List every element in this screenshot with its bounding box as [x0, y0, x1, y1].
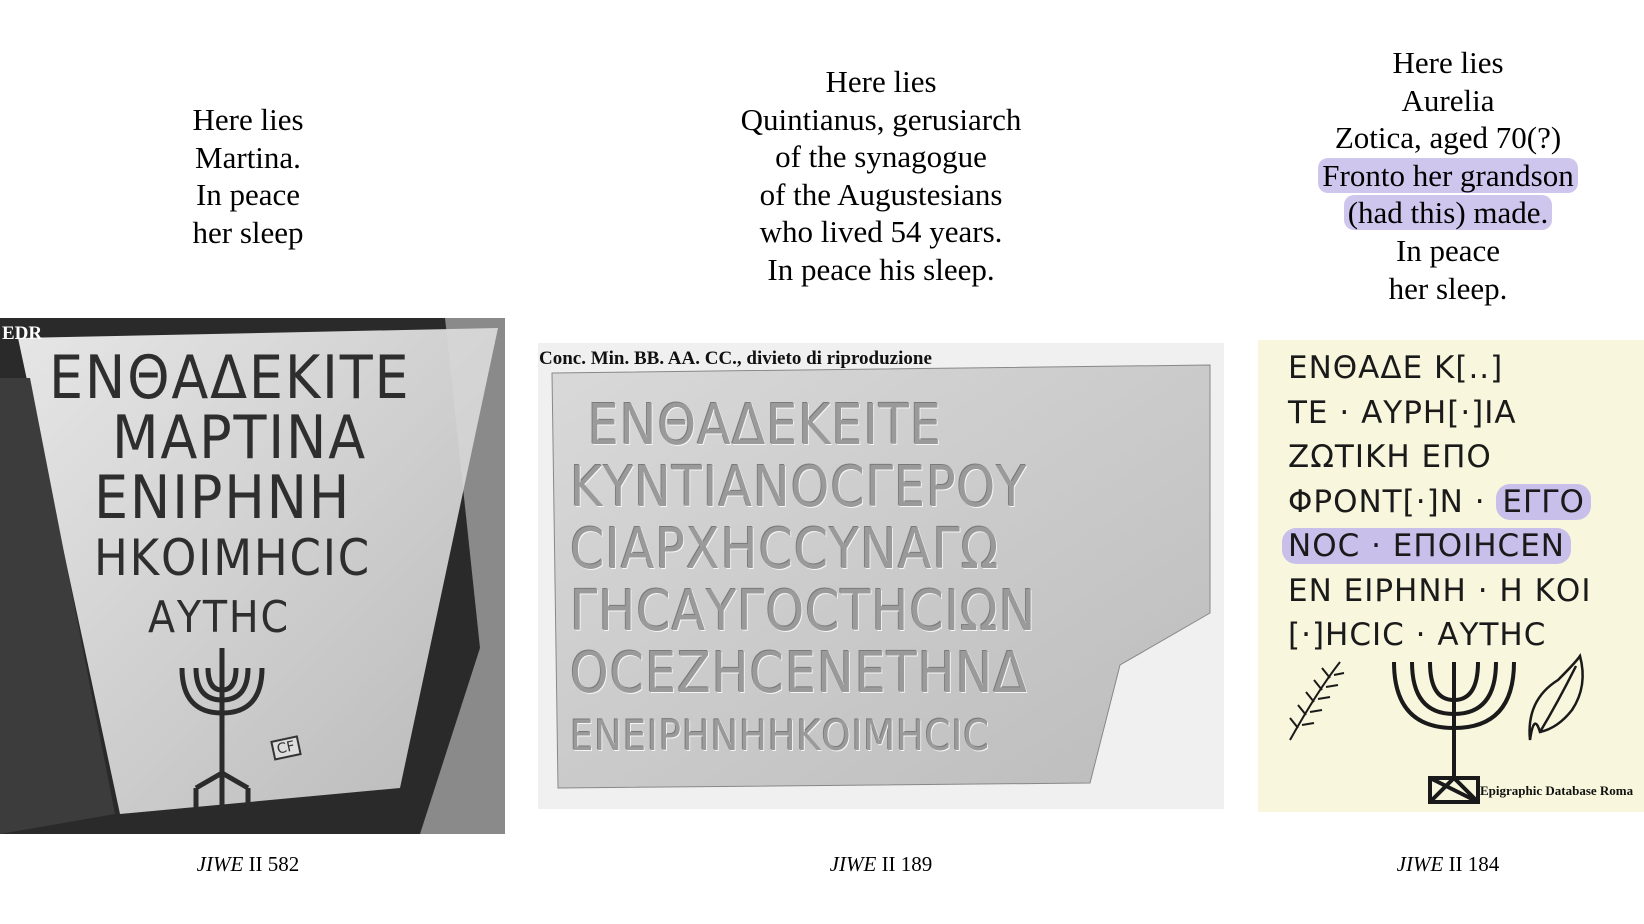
caption-text: II 184 [1443, 852, 1500, 876]
inscription-line: ΓΗCΑΥΓΟCΤΗCΙΩΝ [570, 579, 1037, 644]
translation-line: who lived 54 years. [759, 214, 1003, 250]
translation-2 [538, 63, 1224, 289]
drawing-watermark: Epigraphic Database Roma [1480, 783, 1634, 798]
inscription-text: ΦΡΟΝΤ[·]Ν · [1288, 483, 1497, 520]
inscription-line: ΕΝΙΡΗΝΗ [94, 463, 352, 533]
translation-line: her sleep [192, 214, 304, 250]
translation-line [1258, 157, 1638, 195]
menorah-icon [1394, 662, 1514, 802]
panel-3 [1258, 0, 1644, 924]
inscription-line: ΕΝΘΑΔΕΚΕΙΤΕ [587, 393, 942, 458]
highlighted-greek: ΕΓΓΟ [1496, 484, 1591, 520]
translation-line: Here lies [1392, 45, 1504, 80]
caption-text: II 189 [876, 852, 933, 876]
ivy-leaf-icon [1530, 656, 1583, 740]
inscription-line: ΜΑΡΤΙΝΑ [112, 403, 367, 473]
translation-line: In peace his sleep. [767, 251, 995, 287]
highlighted-greek: ΝΟC · ΕΠΟΙΗCΕΝ [1282, 528, 1571, 564]
caption-1 [0, 852, 496, 877]
photo-watermark: Conc. Min. BB. AA. CC., divieto di riproduzione [539, 348, 932, 369]
highlighted-text: (had this) made. [1344, 195, 1553, 230]
palm-branch-icon [1290, 662, 1344, 740]
caption-2 [538, 852, 1224, 877]
inscription-line: CΙΑΡΧΗCCΥΝΑΓΩ [570, 517, 1000, 582]
inscription-line: ΕΝΘΑΔΕ Κ[..] [1288, 350, 1504, 386]
caption-italic: JIWE [196, 852, 244, 876]
translation-1 [0, 101, 496, 251]
translation-line: of the synagogue [775, 139, 987, 175]
inscription-line: ΗΚΟΙΜΗCIC [94, 529, 372, 587]
caption-text: II 582 [243, 852, 300, 876]
inscription-photo-1 [0, 318, 505, 834]
inscription-line: ΑΥΤΗC [148, 592, 290, 643]
panel-2 [538, 0, 1224, 924]
greek-inscription [570, 395, 1146, 767]
inscription-line: ΕΝ ΕΙΡΗΝΗ · Η ΚΟΙ [1288, 572, 1592, 609]
caption-3 [1258, 852, 1638, 877]
translation-3 [1258, 44, 1638, 307]
symbols [1258, 340, 1644, 812]
translation-line [538, 101, 1224, 139]
inscription-line: ΚΥΝΤΙΑΝΟCΓΕΡΟΥ [570, 455, 1028, 520]
caption-italic: JIWE [829, 852, 877, 876]
greek-inscription [40, 343, 459, 648]
inscription-line: ΕΝΘΑΔΕΚΙΤΕ [49, 343, 411, 413]
inscription-photo-2 [538, 343, 1224, 809]
inscription-line: ΕΝΕΙΡΗΝΗΗΚΟΙΜΗCΙC [570, 711, 990, 760]
translation-line: Here lies [825, 64, 937, 99]
translation-line: her sleep. [1388, 270, 1508, 306]
inscription-line: ΤΕ · ΑΥΡΗ[·]ΙΑ [1288, 394, 1517, 431]
inscription-line: ΖΩΤΙΚΗ ΕΠΟ [1288, 439, 1492, 475]
translation-line: Here lies [192, 102, 304, 137]
translation-line: In peace [1395, 232, 1501, 268]
highlighted-text: Fronto her grandson [1318, 158, 1577, 193]
translation-line: Martina. [195, 139, 301, 175]
translation-line: Aurelia [1401, 82, 1495, 118]
translation-line: Zotica, aged 70(?) [1334, 120, 1562, 156]
translation-line: of the Augustesians [759, 176, 1003, 212]
inscription-drawing-3 [1258, 340, 1644, 812]
translation-line: In peace [195, 177, 301, 213]
inscription-line: ΟCΕΖΗCΕΝΕΤΗΝΔ [570, 641, 1028, 706]
cf-stamp: CF [270, 735, 301, 760]
photo-watermark: EDR [2, 323, 43, 344]
translation-text: Quintianus, gerusiarch [740, 101, 1022, 137]
caption-italic: JIWE [1396, 852, 1444, 876]
panel-1 [0, 0, 505, 924]
inscription-line: [·]ΗCIC · ΑΥΤΗC [1288, 617, 1547, 653]
translation-line [1258, 194, 1638, 232]
